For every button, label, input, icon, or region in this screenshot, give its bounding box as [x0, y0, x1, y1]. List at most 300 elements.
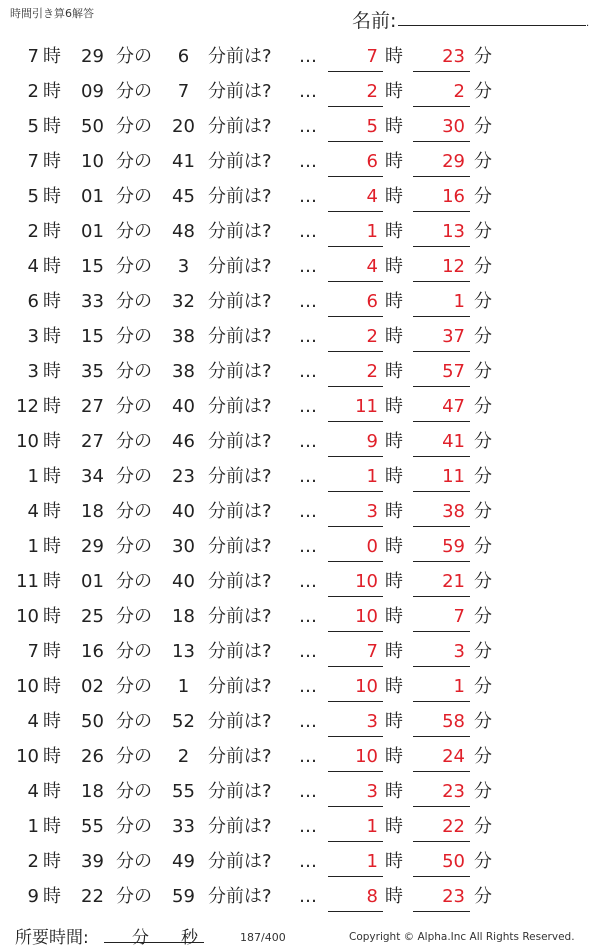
minute-label: 分 — [474, 676, 492, 697]
problem-row — [0, 564, 600, 599]
answer-hour-line — [328, 841, 383, 842]
start-minute: 22 — [81, 886, 104, 907]
hour-label: 時 — [385, 221, 403, 242]
ellipsis: … — [299, 81, 317, 102]
name-end-mark: . — [586, 18, 590, 29]
answer-minute-line — [413, 421, 470, 422]
answer-minute-line — [413, 526, 470, 527]
start-minute: 27 — [81, 396, 104, 417]
hour-label: 時 — [43, 396, 61, 417]
ellipsis: … — [299, 46, 317, 67]
answer-hour: 6 — [366, 151, 378, 172]
subtract-minutes: 32 — [172, 291, 195, 312]
answer-minute-line — [413, 281, 470, 282]
hour-label: 時 — [43, 326, 61, 347]
ellipsis: … — [299, 711, 317, 732]
hour-label: 時 — [43, 781, 61, 802]
answer-minute-line — [413, 316, 470, 317]
start-minute: 18 — [81, 501, 104, 522]
answer-minute-line — [413, 141, 470, 142]
hour-label: 時 — [43, 641, 61, 662]
minute-label: 分 — [474, 81, 492, 102]
problem-row — [0, 529, 600, 564]
subtract-minutes: 38 — [172, 326, 195, 347]
minute-label: 分 — [474, 606, 492, 627]
problem-row — [0, 74, 600, 109]
minute-label: 分 — [474, 116, 492, 137]
answer-hour-line — [328, 316, 383, 317]
ellipsis: … — [299, 466, 317, 487]
problem-row — [0, 249, 600, 284]
problem-row — [0, 704, 600, 739]
problem-row — [0, 389, 600, 424]
start-minute: 27 — [81, 431, 104, 452]
subtract-minutes: 3 — [177, 256, 190, 277]
answer-hour-line — [328, 456, 383, 457]
minute-of-label: 分の — [116, 186, 152, 207]
minute-label: 分 — [474, 466, 492, 487]
answer-hour: 3 — [366, 781, 378, 802]
before-label: 分前は? — [208, 536, 272, 557]
answer-minute: 37 — [442, 326, 465, 347]
answer-minute: 11 — [442, 466, 465, 487]
hour-label: 時 — [43, 571, 61, 592]
answer-minute-line — [413, 351, 470, 352]
answer-hour: 6 — [366, 291, 378, 312]
answer-hour: 10 — [355, 676, 378, 697]
start-minute: 39 — [81, 851, 104, 872]
before-label: 分前は? — [208, 886, 272, 907]
hour-label: 時 — [385, 466, 403, 487]
minute-of-label: 分の — [116, 151, 152, 172]
problem-row — [0, 739, 600, 774]
subtract-minutes: 38 — [172, 361, 195, 382]
problem-row — [0, 669, 600, 704]
answer-hour-line — [328, 106, 383, 107]
answer-hour-line — [328, 806, 383, 807]
ellipsis: … — [299, 326, 317, 347]
start-minute: 29 — [81, 46, 104, 67]
start-hour: 4 — [27, 256, 39, 277]
start-hour: 1 — [27, 536, 39, 557]
before-label: 分前は? — [208, 746, 272, 767]
ellipsis: … — [299, 746, 317, 767]
start-minute: 35 — [81, 361, 104, 382]
answer-minute: 30 — [442, 116, 465, 137]
minute-label: 分 — [474, 536, 492, 557]
ellipsis: … — [299, 431, 317, 452]
before-label: 分前は? — [208, 81, 272, 102]
answer-hour-line — [328, 246, 383, 247]
answer-hour-line — [328, 421, 383, 422]
problem-row — [0, 144, 600, 179]
hour-label: 時 — [43, 256, 61, 277]
before-label: 分前は? — [208, 151, 272, 172]
hour-label: 時 — [385, 361, 403, 382]
hour-label: 時 — [43, 466, 61, 487]
answer-hour-line — [328, 351, 383, 352]
minute-label: 分 — [474, 256, 492, 277]
minute-of-label: 分の — [116, 641, 152, 662]
answer-minute-line — [413, 841, 470, 842]
subtract-minutes: 23 — [172, 466, 195, 487]
problem-row — [0, 809, 600, 844]
answer-minute: 57 — [442, 361, 465, 382]
answer-minute: 41 — [442, 431, 465, 452]
subtract-minutes: 55 — [172, 781, 195, 802]
answer-minute-line — [413, 386, 470, 387]
minute-of-label: 分の — [116, 676, 152, 697]
minute-of-label: 分の — [116, 396, 152, 417]
answer-hour: 10 — [355, 606, 378, 627]
ellipsis: … — [299, 221, 317, 242]
hour-label: 時 — [385, 326, 403, 347]
before-label: 分前は? — [208, 641, 272, 662]
before-label: 分前は? — [208, 256, 272, 277]
before-label: 分前は? — [208, 571, 272, 592]
start-minute: 01 — [81, 186, 104, 207]
minute-label: 分 — [474, 816, 492, 837]
hour-label: 時 — [43, 676, 61, 697]
answer-hour: 0 — [366, 536, 378, 557]
answer-hour: 2 — [366, 81, 378, 102]
answer-minute: 12 — [442, 256, 465, 277]
subtract-minutes: 41 — [172, 151, 195, 172]
answer-hour: 7 — [366, 641, 378, 662]
start-hour: 7 — [27, 641, 39, 662]
before-label: 分前は? — [208, 466, 272, 487]
minute-of-label: 分の — [116, 46, 152, 67]
subtract-minutes: 33 — [172, 816, 195, 837]
answer-hour: 2 — [366, 361, 378, 382]
subtract-minutes: 40 — [172, 571, 195, 592]
minute-label: 分 — [474, 571, 492, 592]
minute-of-label: 分の — [116, 781, 152, 802]
minute-label: 分 — [474, 151, 492, 172]
hour-label: 時 — [43, 291, 61, 312]
hour-label: 時 — [385, 116, 403, 137]
answer-hour-line — [328, 736, 383, 737]
before-label: 分前は? — [208, 711, 272, 732]
answer-hour-line — [328, 561, 383, 562]
ellipsis: … — [299, 151, 317, 172]
minute-label: 分 — [474, 886, 492, 907]
minute-of-label: 分の — [116, 256, 152, 277]
start-hour: 11 — [16, 571, 39, 592]
hour-label: 時 — [385, 46, 403, 67]
minute-of-label: 分の — [116, 816, 152, 837]
answer-minute-line — [413, 176, 470, 177]
ellipsis: … — [299, 536, 317, 557]
answer-hour-line — [328, 281, 383, 282]
start-hour: 7 — [27, 46, 39, 67]
start-hour: 10 — [16, 746, 39, 767]
problem-row — [0, 354, 600, 389]
ellipsis: … — [299, 396, 317, 417]
subtract-minutes: 18 — [172, 606, 195, 627]
problem-row — [0, 494, 600, 529]
ellipsis: … — [299, 571, 317, 592]
start-hour: 4 — [27, 781, 39, 802]
start-minute: 50 — [81, 711, 104, 732]
start-hour: 2 — [27, 81, 39, 102]
answer-hour-line — [328, 631, 383, 632]
answer-hour: 1 — [366, 221, 378, 242]
minute-label: 分 — [474, 711, 492, 732]
subtract-minutes: 30 — [172, 536, 195, 557]
answer-minute: 22 — [442, 816, 465, 837]
start-hour: 3 — [27, 326, 39, 347]
answer-minute: 50 — [442, 851, 465, 872]
answer-minute: 3 — [453, 641, 465, 662]
start-minute: 15 — [81, 326, 104, 347]
problem-row — [0, 319, 600, 354]
ellipsis: … — [299, 676, 317, 697]
hour-label: 時 — [385, 711, 403, 732]
minute-of-label: 分の — [116, 886, 152, 907]
time-seconds-unit: 秒 — [181, 928, 198, 948]
minute-of-label: 分の — [116, 431, 152, 452]
hour-label: 時 — [385, 431, 403, 452]
minute-label: 分 — [474, 746, 492, 767]
answer-minute: 38 — [442, 501, 465, 522]
answer-minute: 59 — [442, 536, 465, 557]
minute-label: 分 — [474, 641, 492, 662]
ellipsis: … — [299, 816, 317, 837]
minute-label: 分 — [474, 186, 492, 207]
answer-hour-line — [328, 386, 383, 387]
answer-hour-line — [328, 176, 383, 177]
start-minute: 16 — [81, 641, 104, 662]
ellipsis: … — [299, 186, 317, 207]
answer-minute-line — [413, 631, 470, 632]
hour-label: 時 — [43, 536, 61, 557]
answer-hour: 3 — [366, 501, 378, 522]
answer-hour: 1 — [366, 851, 378, 872]
start-minute: 15 — [81, 256, 104, 277]
problem-row — [0, 424, 600, 459]
start-hour: 2 — [27, 221, 39, 242]
hour-label: 時 — [43, 46, 61, 67]
hour-label: 時 — [385, 536, 403, 557]
answer-hour: 10 — [355, 571, 378, 592]
problem-row — [0, 459, 600, 494]
hour-label: 時 — [385, 571, 403, 592]
subtract-minutes: 45 — [172, 186, 195, 207]
problem-row — [0, 179, 600, 214]
answer-hour-line — [328, 141, 383, 142]
ellipsis: … — [299, 116, 317, 137]
ellipsis: … — [299, 886, 317, 907]
answer-minute-line — [413, 211, 470, 212]
hour-label: 時 — [385, 886, 403, 907]
start-hour: 4 — [27, 501, 39, 522]
hour-label: 時 — [43, 816, 61, 837]
answer-hour-line — [328, 211, 383, 212]
start-minute: 55 — [81, 816, 104, 837]
start-minute: 26 — [81, 746, 104, 767]
answer-hour: 1 — [366, 816, 378, 837]
subtract-minutes: 1 — [177, 676, 190, 697]
subtract-minutes: 48 — [172, 221, 195, 242]
minute-label: 分 — [474, 501, 492, 522]
before-label: 分前は? — [208, 116, 272, 137]
minute-label: 分 — [474, 396, 492, 417]
before-label: 分前は? — [208, 186, 272, 207]
start-minute: 34 — [81, 466, 104, 487]
problem-row — [0, 109, 600, 144]
start-minute: 33 — [81, 291, 104, 312]
answer-minute-line — [413, 596, 470, 597]
subtract-minutes: 49 — [172, 851, 195, 872]
hour-label: 時 — [385, 151, 403, 172]
hour-label: 時 — [43, 431, 61, 452]
subtract-minutes: 52 — [172, 711, 195, 732]
hour-label: 時 — [385, 816, 403, 837]
problem-row — [0, 634, 600, 669]
hour-label: 時 — [385, 396, 403, 417]
answer-minute-line — [413, 246, 470, 247]
answer-hour: 10 — [355, 746, 378, 767]
hour-label: 時 — [43, 81, 61, 102]
hour-label: 時 — [385, 501, 403, 522]
answer-hour-line — [328, 71, 383, 72]
before-label: 分前は? — [208, 606, 272, 627]
before-label: 分前は? — [208, 326, 272, 347]
hour-label: 時 — [385, 606, 403, 627]
before-label: 分前は? — [208, 396, 272, 417]
answer-hour-line — [328, 911, 383, 912]
start-minute: 02 — [81, 676, 104, 697]
hour-label: 時 — [385, 81, 403, 102]
start-minute: 10 — [81, 151, 104, 172]
start-minute: 29 — [81, 536, 104, 557]
time-required-label: 所要時間: — [15, 928, 89, 948]
minute-of-label: 分の — [116, 501, 152, 522]
subtract-minutes: 40 — [172, 396, 195, 417]
hour-label: 時 — [385, 746, 403, 767]
problem-row — [0, 214, 600, 249]
answer-minute-line — [413, 806, 470, 807]
minute-label: 分 — [474, 221, 492, 242]
minute-of-label: 分の — [116, 851, 152, 872]
hour-label: 時 — [385, 781, 403, 802]
minute-of-label: 分の — [116, 606, 152, 627]
answer-minute: 1 — [453, 676, 465, 697]
start-hour: 4 — [27, 711, 39, 732]
start-hour: 10 — [16, 431, 39, 452]
minute-of-label: 分の — [116, 746, 152, 767]
minute-of-label: 分の — [116, 361, 152, 382]
hour-label: 時 — [385, 256, 403, 277]
answer-hour: 4 — [366, 186, 378, 207]
start-hour: 9 — [27, 886, 39, 907]
answer-hour: 3 — [366, 711, 378, 732]
hour-label: 時 — [43, 606, 61, 627]
hour-label: 時 — [43, 711, 61, 732]
answer-hour: 5 — [366, 116, 378, 137]
subtract-minutes: 46 — [172, 431, 195, 452]
before-label: 分前は? — [208, 851, 272, 872]
minute-label: 分 — [474, 326, 492, 347]
start-minute: 25 — [81, 606, 104, 627]
subtract-minutes: 40 — [172, 501, 195, 522]
hour-label: 時 — [385, 676, 403, 697]
start-minute: 01 — [81, 221, 104, 242]
hour-label: 時 — [385, 186, 403, 207]
before-label: 分前は? — [208, 501, 272, 522]
answer-hour-line — [328, 526, 383, 527]
answer-minute-line — [413, 106, 470, 107]
answer-hour: 2 — [366, 326, 378, 347]
answer-minute: 7 — [453, 606, 465, 627]
problem-row — [0, 39, 600, 74]
answer-hour: 7 — [366, 46, 378, 67]
start-minute: 09 — [81, 81, 104, 102]
hour-label: 時 — [385, 851, 403, 872]
minute-of-label: 分の — [116, 116, 152, 137]
start-minute: 18 — [81, 781, 104, 802]
ellipsis: … — [299, 256, 317, 277]
before-label: 分前は? — [208, 676, 272, 697]
answer-minute: 24 — [442, 746, 465, 767]
before-label: 分前は? — [208, 431, 272, 452]
minute-label: 分 — [474, 851, 492, 872]
answer-hour-line — [328, 666, 383, 667]
problem-row — [0, 879, 600, 914]
answer-minute-line — [413, 736, 470, 737]
name-field-line[interactable] — [398, 25, 586, 26]
start-hour: 10 — [16, 606, 39, 627]
ellipsis: … — [299, 851, 317, 872]
name-label: 名前: — [352, 10, 397, 32]
answer-hour: 8 — [366, 886, 378, 907]
start-hour: 5 — [27, 116, 39, 137]
minute-label: 分 — [474, 431, 492, 452]
page-number: 187/400 — [240, 931, 286, 944]
minute-of-label: 分の — [116, 221, 152, 242]
answer-minute-line — [413, 666, 470, 667]
answer-hour: 4 — [366, 256, 378, 277]
subtract-minutes: 59 — [172, 886, 195, 907]
hour-label: 時 — [43, 221, 61, 242]
hour-label: 時 — [43, 151, 61, 172]
before-label: 分前は? — [208, 816, 272, 837]
minute-of-label: 分の — [116, 711, 152, 732]
answer-minute: 23 — [442, 781, 465, 802]
answer-hour-line — [328, 701, 383, 702]
start-hour: 5 — [27, 186, 39, 207]
minute-label: 分 — [474, 361, 492, 382]
minute-of-label: 分の — [116, 291, 152, 312]
answer-minute: 2 — [453, 81, 465, 102]
answer-hour-line — [328, 491, 383, 492]
minute-of-label: 分の — [116, 326, 152, 347]
answer-minute-line — [413, 911, 470, 912]
minute-label: 分 — [474, 46, 492, 67]
answer-minute-line — [413, 491, 470, 492]
minute-label: 分 — [474, 291, 492, 312]
time-minutes-unit: 分 — [132, 928, 149, 948]
answer-minute: 29 — [442, 151, 465, 172]
problem-list — [0, 39, 600, 914]
minute-of-label: 分の — [116, 466, 152, 487]
start-hour: 12 — [16, 396, 39, 417]
answer-hour: 9 — [366, 431, 378, 452]
start-hour: 1 — [27, 816, 39, 837]
subtract-minutes: 13 — [172, 641, 195, 662]
minute-label: 分 — [474, 781, 492, 802]
